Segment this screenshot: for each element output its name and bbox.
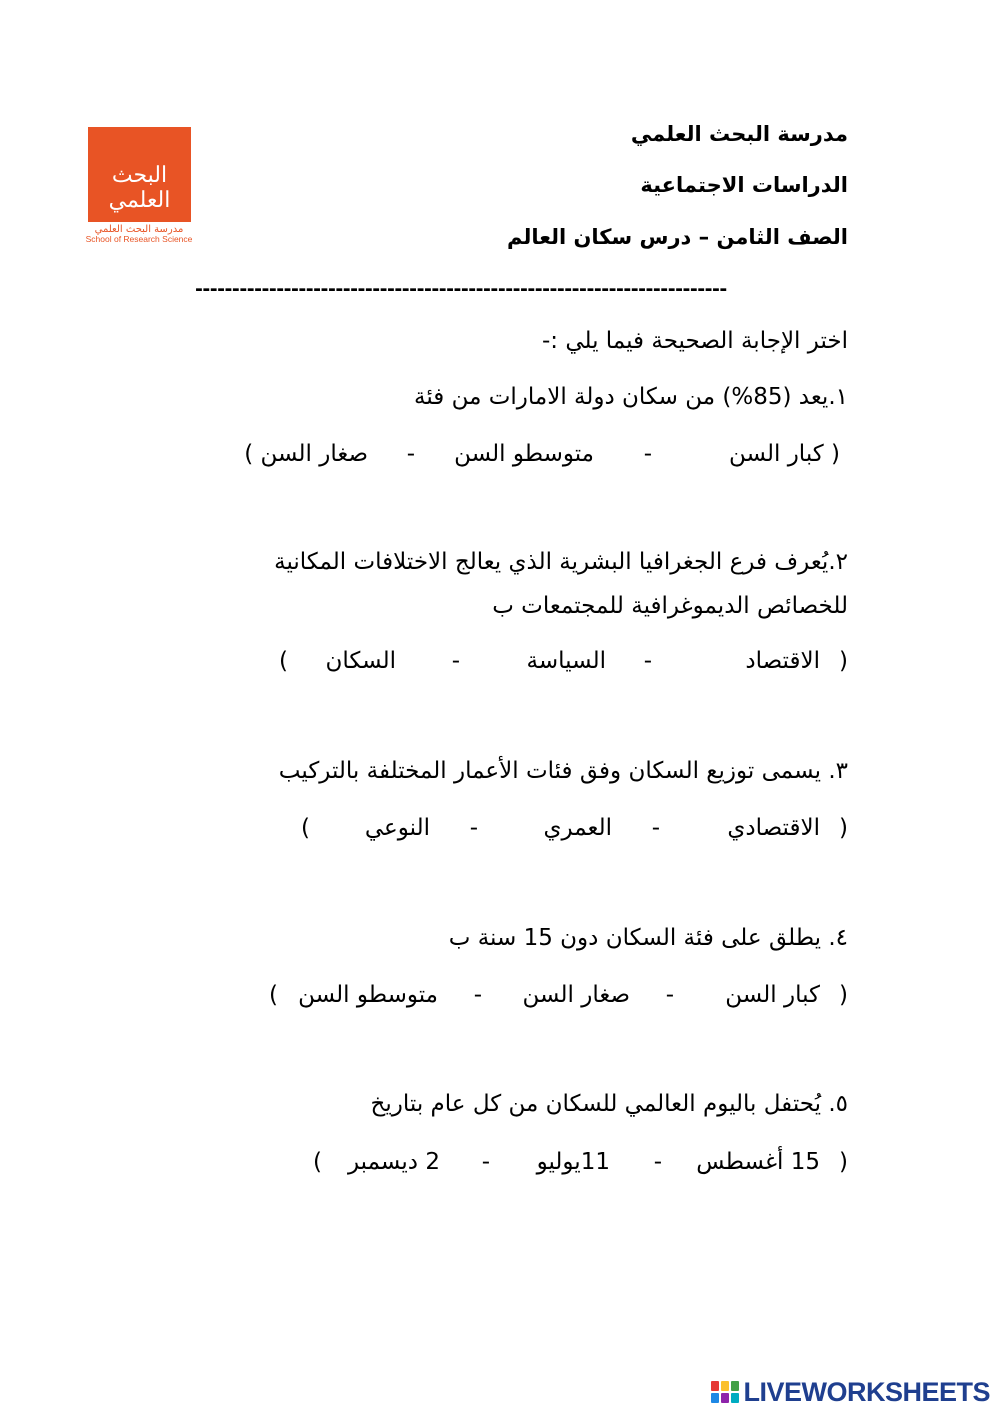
option-separator: -	[665, 982, 674, 1008]
question-5-options	[0, 1149, 1000, 1181]
option-separator: -	[473, 982, 482, 1008]
option[interactable]: السكان	[325, 648, 396, 674]
option-bracket: (	[839, 1149, 848, 1175]
option-separator: -	[653, 1149, 662, 1175]
question-2-options	[0, 648, 1000, 680]
logo-english-caption: School of Research Science	[85, 234, 193, 244]
option-bracket: )	[279, 648, 288, 674]
option-separator: -	[651, 815, 660, 841]
logo-block	[711, 1393, 719, 1403]
logo-mark: البحث العلمي	[108, 163, 171, 213]
question-1-text: ١.يعد (85%) من سكان دولة الامارات من فئة	[414, 384, 848, 410]
question-2-text-continued: للخصائص الديموغرافية للمجتمعات ب	[492, 593, 848, 619]
option[interactable]: كبار السن	[725, 982, 820, 1008]
option-separator: -	[469, 815, 478, 841]
option[interactable]: النوعي	[364, 815, 430, 841]
option[interactable]: ( كبار السن	[728, 441, 840, 467]
option[interactable]: متوسطو السن	[298, 982, 438, 1008]
option[interactable]: صغار السن	[522, 982, 630, 1008]
question-1-options	[0, 441, 1000, 473]
option-separator: -	[406, 441, 415, 467]
option-bracket: )	[301, 815, 310, 841]
option[interactable]: متوسطو السن	[454, 441, 594, 467]
question-4-options	[0, 982, 1000, 1014]
logo-block	[731, 1381, 739, 1391]
liveworksheets-watermark	[711, 1375, 990, 1409]
logo-block	[721, 1381, 729, 1391]
question-3-text: ٣. يسمى توزيع السكان وفق فئات الأعمار المختلفة بالتركيب	[278, 758, 848, 784]
option[interactable]: العمري	[543, 815, 612, 841]
option-bracket: (	[839, 982, 848, 1008]
logo-block	[721, 1393, 729, 1403]
option-separator: -	[643, 441, 652, 467]
subject-title: الدراسات الاجتماعية	[640, 173, 848, 197]
logo-block	[711, 1381, 719, 1391]
option-bracket: )	[269, 982, 278, 1008]
option[interactable]: السياسة	[526, 648, 606, 674]
option[interactable]: 15 أغسطس	[696, 1149, 820, 1175]
option-separator: -	[643, 648, 652, 674]
instructions: اختر الإجابة الصحيحة فيما يلي :-	[541, 328, 848, 354]
divider-line: ------------------------------------------------------------------------	[195, 278, 727, 300]
logo-arabic-caption: مدرسة البحث العلمي	[94, 224, 184, 235]
watermark-text: LIVEWORKSHEETS	[743, 1376, 990, 1407]
liveworksheets-logo-icon	[711, 1381, 739, 1403]
question-2-text: ٢.يُعرف فرع الجغرافيا البشرية الذي يعالج الاختلافات المكانية	[274, 549, 848, 575]
lesson-title: الصف الثامن – درس سكان العالم	[507, 225, 848, 249]
option[interactable]: صغار السن )	[244, 441, 368, 467]
question-5-text: ٥. يُحتفل باليوم العالمي للسكان من كل عام بتاريخ	[370, 1091, 848, 1117]
question-4-text: ٤. يطلق على فئة السكان دون 15 سنة ب	[448, 925, 848, 951]
option-separator: -	[451, 648, 460, 674]
school-name: مدرسة البحث العلمي	[630, 122, 848, 146]
option[interactable]: 2 ديسمبر	[347, 1149, 440, 1175]
option-separator: -	[481, 1149, 490, 1175]
option-bracket: )	[313, 1149, 322, 1175]
logo-block	[731, 1393, 739, 1403]
question-3-options	[0, 815, 1000, 847]
option[interactable]: 11يوليو	[536, 1149, 610, 1175]
option-bracket: (	[839, 815, 848, 841]
option-bracket: (	[839, 648, 848, 674]
school-logo	[88, 127, 191, 222]
option[interactable]: الاقتصادي	[727, 815, 820, 841]
option[interactable]: الاقتصاد	[745, 648, 820, 674]
